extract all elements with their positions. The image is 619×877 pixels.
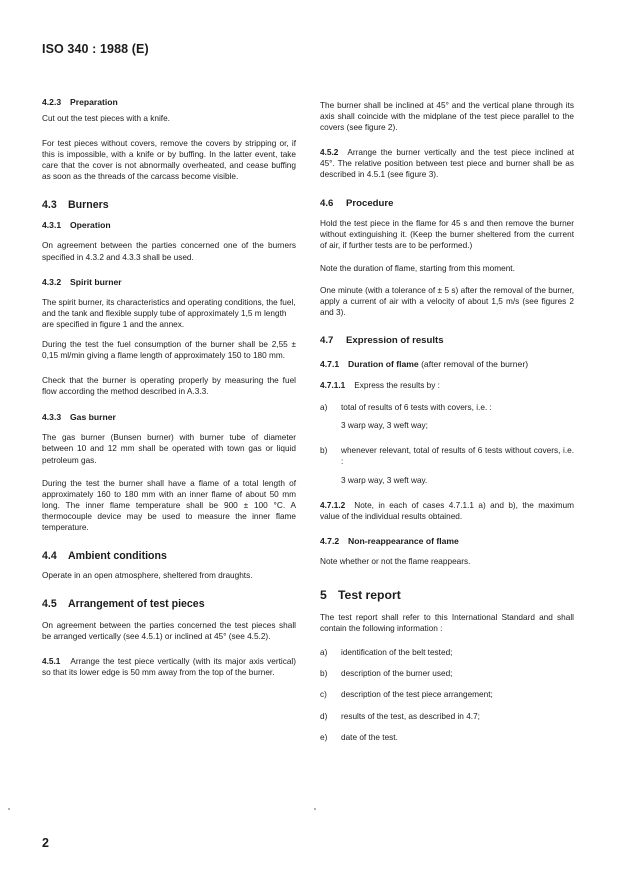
list-item: b) description of the burner used;: [320, 669, 453, 679]
list-item: c) description of the test piece arrangement;: [320, 690, 493, 700]
paragraph: 4.7.1.1 Express the results by :: [320, 381, 440, 391]
paragraph: The gas burner (Bunsen burner) with burner tube of diameter between 10 and 12 mm shall be operated with town gas or liquid petroleum gas.: [42, 433, 296, 465]
section-4-3-3-heading: 4.3.3 Gas burner: [42, 412, 116, 423]
scan-speck: [8, 808, 10, 810]
left-column: [42, 96, 296, 688]
paragraph: Cut out the test pieces with a knife.: [42, 114, 170, 123]
paragraph: Operate in an open atmosphere, sheltered from draughts.: [42, 571, 253, 581]
paragraph: Note the duration of flame, starting from this moment.: [320, 263, 515, 273]
list-item: a) total of results of 6 tests with covers, i.e. :: [320, 403, 492, 413]
list-item: d) results of the test, as described in 4.7;: [320, 711, 480, 721]
paragraph: Hold the test piece in the flame for 45 s and then remove the burner without extinguishing it. (Keep the burner sheltered from the current of air, if further tests are to be performed.): [320, 218, 574, 250]
list-subitem: 3 warp way, 3 weft way.: [341, 475, 428, 485]
paragraph: On agreement between the parties concerned the test pieces shall be arranged vertically (see 4.5.1) or inclined at 45° (see 4.5.2).: [42, 621, 296, 642]
section-4-3-heading: 4.3 Burners: [42, 199, 109, 212]
paragraph: The spirit burner, its characteristics and operating conditions, the fuel, and the tank and flexible supply tube of approximately 1,5 m length are specified in figure 1 and the annex.: [42, 297, 296, 329]
right-column: [320, 100, 574, 753]
paragraph: On agreement between the parties concerned one of the burners specified in 4.3.2 and 4.3.3 shall be used.: [42, 241, 296, 262]
clause-number: 4.7.1.2: [320, 500, 346, 510]
section-4-6-heading: 4.6 Procedure: [320, 197, 394, 209]
paragraph: 4.7.1.2 Note, in each of cases 4.7.1.1 a) and b), the maximum value of the individual results obtained.: [320, 500, 574, 521]
test-report-list: [320, 647, 574, 742]
clause-number: 4.5.2: [320, 148, 339, 158]
section-4-4-heading: 4.4 Ambient conditions: [42, 550, 167, 563]
paragraph: For test pieces without covers, remove the covers by stripping or, if this is impossible, with a knife or by buffing. In the latter event, take care that the cover is not abnormally overheated, and cease buffing as soon as the threads of the carcass become visible.: [42, 139, 296, 182]
list-item: b) whenever relevant, total of results of 6 tests without covers, i.e. :: [320, 445, 574, 466]
section-4-7-1-heading: 4.7.1 Duration of flame (after removal of the burner): [320, 359, 529, 370]
section-4-7-2-heading: 4.7.2 Non-reappearance of flame: [320, 535, 459, 546]
paragraph: The test report shall refer to this International Standard and shall contain the following information :: [320, 613, 574, 634]
paragraph: 4.5.1 Arrange the test piece vertically (with its major axis vertical) so that its lower edge is 50 mm away from the top of the burner.: [42, 657, 296, 678]
section-4-2-3-heading: 4.2.3 Preparation: [42, 97, 118, 107]
section-4-3-2-heading: 4.3.2 Spirit burner: [42, 276, 122, 287]
paragraph: Note whether or not the flame reappears.: [320, 556, 471, 566]
paragraph: The burner shall be inclined at 45° and the vertical plane through its axis shall coincide with the midplane of the test piece parallel to the covers (see figure 2).: [320, 101, 574, 133]
paragraph: One minute (with a tolerance of ± 5 s) after the removal of the burner, apply a current of air with a velocity of about 1,5 m/s (see figures 2 and 3).: [320, 285, 574, 318]
section-4-7-heading: 4.7 Expression of results: [320, 335, 444, 347]
clause-number: 4.7.1.1: [320, 381, 346, 391]
page-number: 2: [42, 836, 49, 850]
document-header: ISO 340 : 1988 (E): [42, 42, 149, 56]
list-subitem: 3 warp way, 3 weft way;: [341, 421, 428, 431]
scan-speck: [314, 808, 316, 810]
section-4-5-heading: 4.5 Arrangement of test pieces: [42, 598, 205, 611]
section-4-3-1-heading: 4.3.1 Operation: [42, 220, 111, 231]
list-item: e) date of the test.: [320, 732, 398, 742]
list-item: a) identification of the belt tested;: [320, 648, 453, 658]
paragraph: 4.5.2 Arrange the burner vertically and the test piece inclined at 45°. The relative position between test piece and burner shall be as described in 4.5.1 (see figure 3).: [320, 148, 574, 180]
section-5-heading: 5 Test report: [320, 588, 401, 603]
paragraph: During the test the fuel consumption of the burner shall be 2,55 ± 0,15 ml/min giving a flame length of approximately 150 to 180 mm.: [42, 339, 296, 361]
paragraph: Check that the burner is operating properly by measuring the fuel flow according the method described in A.3.3.: [42, 376, 296, 397]
paragraph: During the test the burner shall have a flame of a total length of approximately 160 to 180 mm with an inner flame of about 50 mm long. The inner flame temperature shall be 900 ± 100 °C. A thermocouple device may be used to measure the inner flame temperature.: [42, 478, 296, 532]
clause-number: 4.5.1: [42, 657, 61, 667]
